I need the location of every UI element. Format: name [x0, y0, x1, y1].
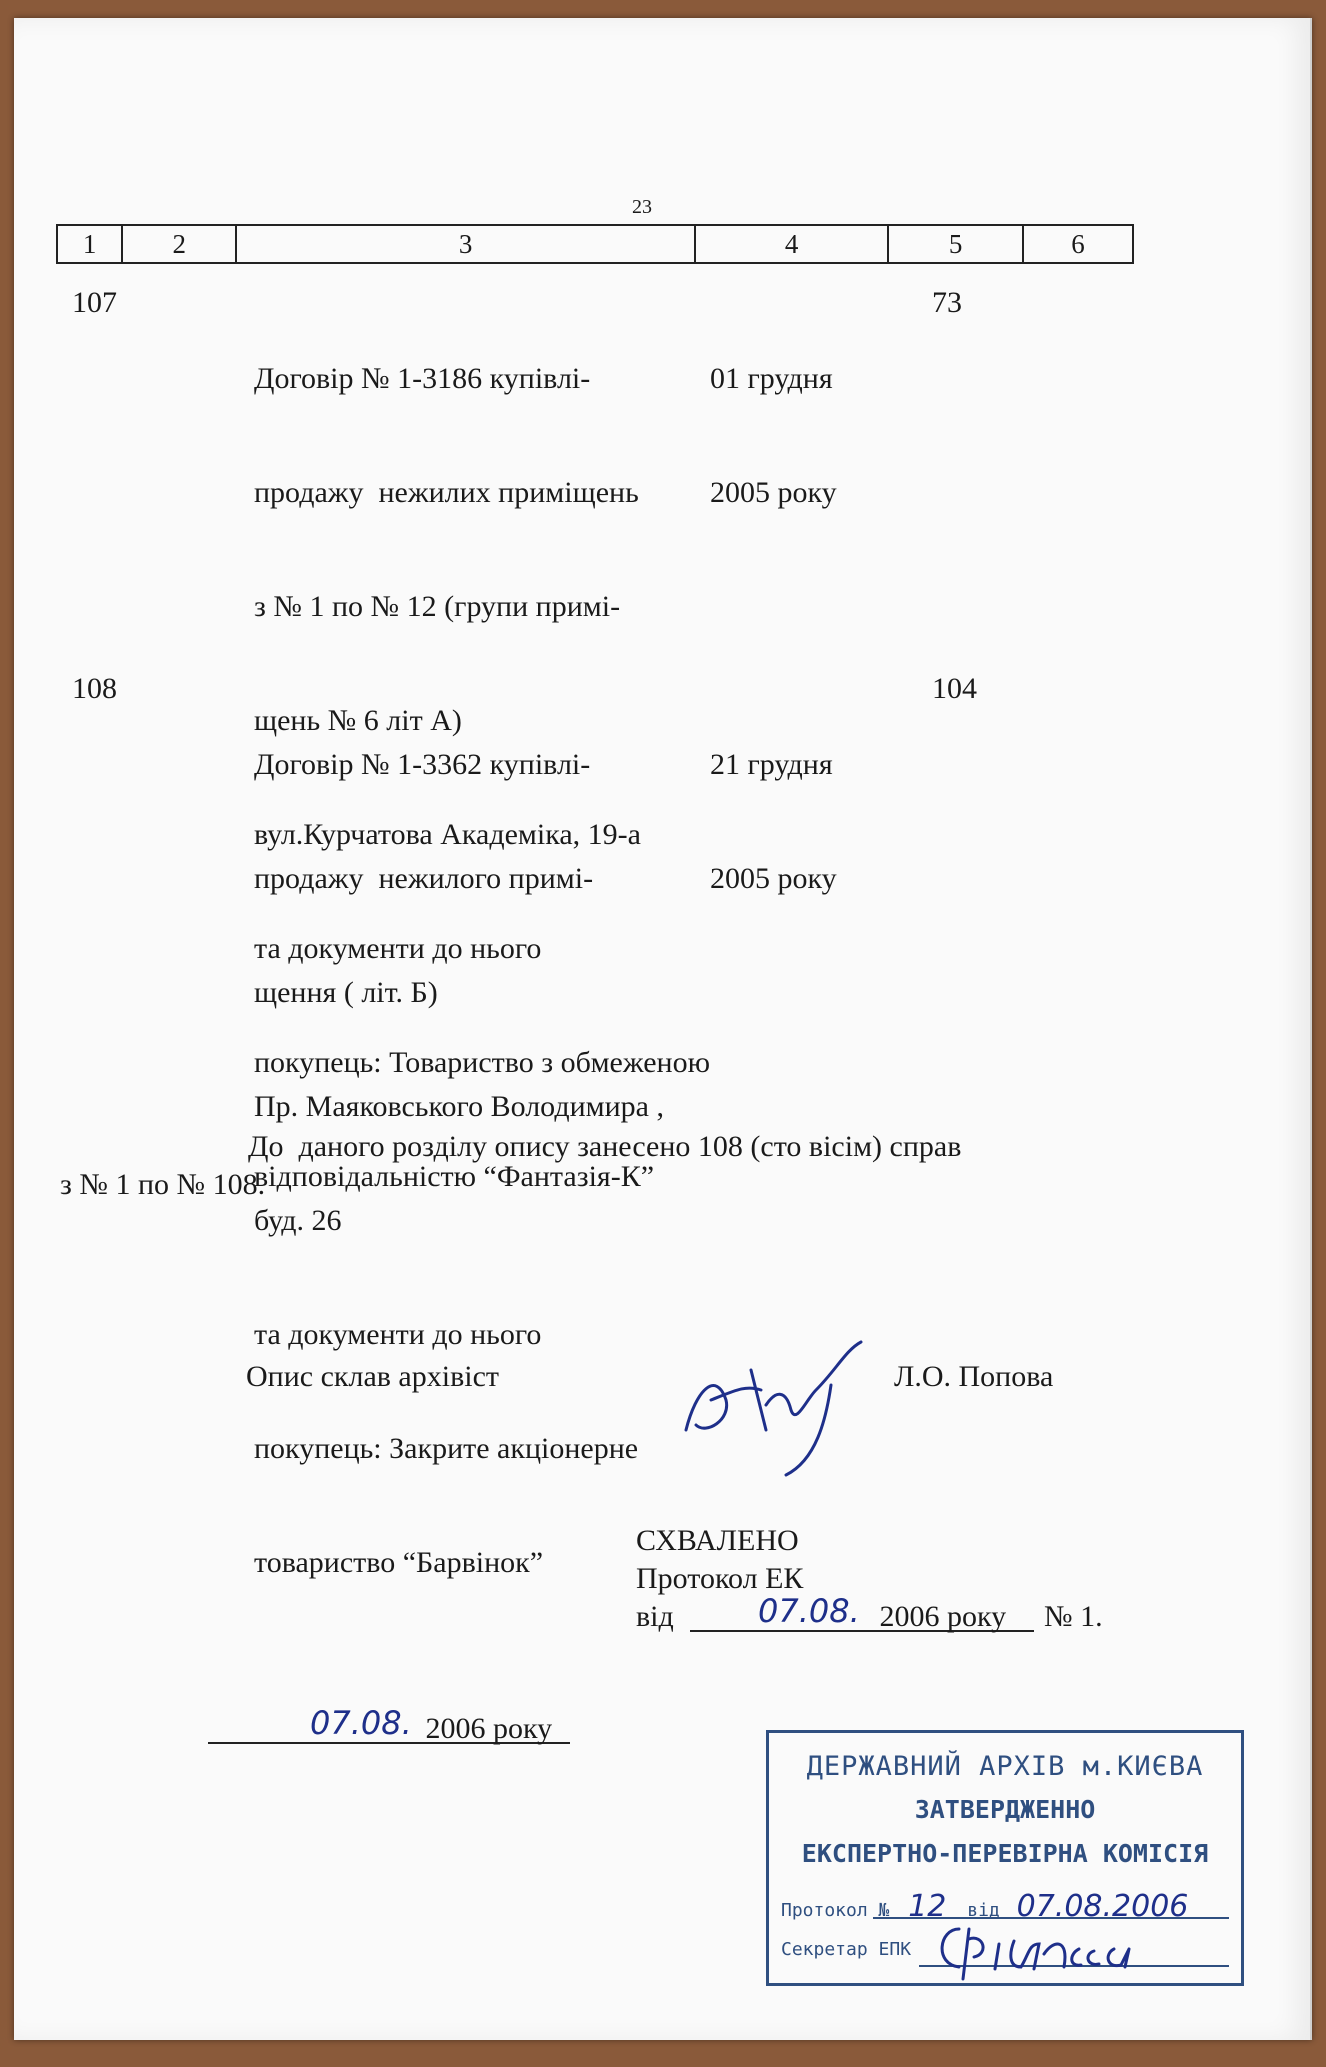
summary-line-2: з № 1 по № 108.	[60, 1168, 266, 1201]
page-number: 23	[632, 196, 652, 218]
entry-date	[710, 670, 837, 974]
stamp-protocol-number: 12	[908, 1889, 947, 1924]
entry-sheets: 104	[932, 672, 977, 705]
approval-year: 2006 року	[872, 1600, 1007, 1633]
entry-title-line: покупець: Закрите акціонерне	[254, 1432, 639, 1465]
stamp-line-2: ЗАТВЕРДЖЕННО	[914, 1795, 1096, 1824]
entry-title-line: товариство “Барвінок”	[254, 1546, 544, 1579]
approval-heading: СХВАЛЕНО	[636, 1524, 799, 1557]
entry-title-line: продажу нежилого примі-	[254, 862, 594, 895]
document-page	[14, 18, 1312, 2040]
stamp-line-3: ЕКСПЕРТНО-ПЕРЕВІРНА КОМІСІЯ	[801, 1839, 1209, 1868]
secretary-signature	[929, 1909, 1179, 1989]
compiler-label: Опис склав архівіст	[246, 1360, 500, 1393]
entry-title-line: продажу нежилих приміщень	[254, 476, 639, 509]
approval-number: № 1.	[1044, 1600, 1103, 1633]
entry-title-line: відповідальністю “Фантазія-К”	[254, 1160, 655, 1193]
entry-title-line: буд. 26	[254, 1204, 342, 1237]
entry-date	[710, 284, 837, 588]
column-header-1: 1	[57, 225, 122, 263]
column-header-5: 5	[888, 225, 1023, 263]
bottom-date-handwritten: 07.08.	[310, 1704, 412, 1742]
summary-line-1: До даного розділу опису занесено 108 (сто вісім) справ	[248, 1130, 962, 1163]
column-header-table	[56, 224, 1134, 264]
stamp-secretary-row	[781, 1939, 911, 1960]
entry-title-line: Пр. Маяковського Володимира ,	[254, 1090, 664, 1123]
stamp-line-1: ДЕРЖАВНИЙ АРХІВ м.КИЄВА	[806, 1751, 1204, 1782]
entry-title-line: Договір № 1-3186 купівлі-	[254, 362, 591, 395]
entry-number: 108	[72, 672, 117, 705]
entry-date-line: 21 грудня	[710, 748, 833, 781]
entry-sheets: 73	[932, 286, 962, 319]
entry-title-line: щення ( літ. Б)	[254, 976, 438, 1009]
bottom-date-year: 2006 року	[418, 1712, 553, 1745]
entry-title-line: вул.Курчатова Академіка, 19-а	[254, 818, 641, 851]
entry-date-line: 2005 року	[710, 862, 837, 895]
approval-from: від	[636, 1600, 674, 1633]
compiler-name: Л.О. Попова	[894, 1360, 1054, 1393]
entry-title-line: та документи до нього	[254, 1318, 542, 1351]
entry-number: 107	[72, 286, 117, 319]
entry-title-line: покупець: Товариство з обмеженою	[254, 1046, 710, 1079]
entry-title-line: з № 1 по № 12 (групи примі-	[254, 590, 621, 623]
column-header-3: 3	[236, 225, 695, 263]
approval-protocol: Протокол ЕК	[636, 1562, 804, 1595]
stamp-secretary-label: Секретар ЕПК	[781, 1939, 912, 1960]
entry-title-line: та документи до нього	[254, 932, 542, 965]
stamp-protocol-label: Протокол №	[781, 1900, 890, 1921]
column-header-6: 6	[1023, 225, 1133, 263]
entry-date-line: 01 грудня	[710, 362, 833, 395]
stamp-from-label: від	[967, 1900, 1000, 1921]
entry-date-line: 2005 року	[710, 476, 837, 509]
approval-date-handwritten: 07.08.	[758, 1592, 860, 1630]
column-header-2: 2	[122, 225, 236, 263]
entry-title-line: щень № 6 літ А)	[254, 704, 462, 737]
entry-title-line: Договір № 1-3362 купівлі-	[254, 748, 591, 781]
archivist-signature	[666, 1330, 886, 1480]
stamp-protocol-date: 07.08.2006	[1016, 1889, 1189, 1924]
archive-approval-stamp	[766, 1730, 1244, 1986]
column-header-4: 4	[695, 225, 889, 263]
